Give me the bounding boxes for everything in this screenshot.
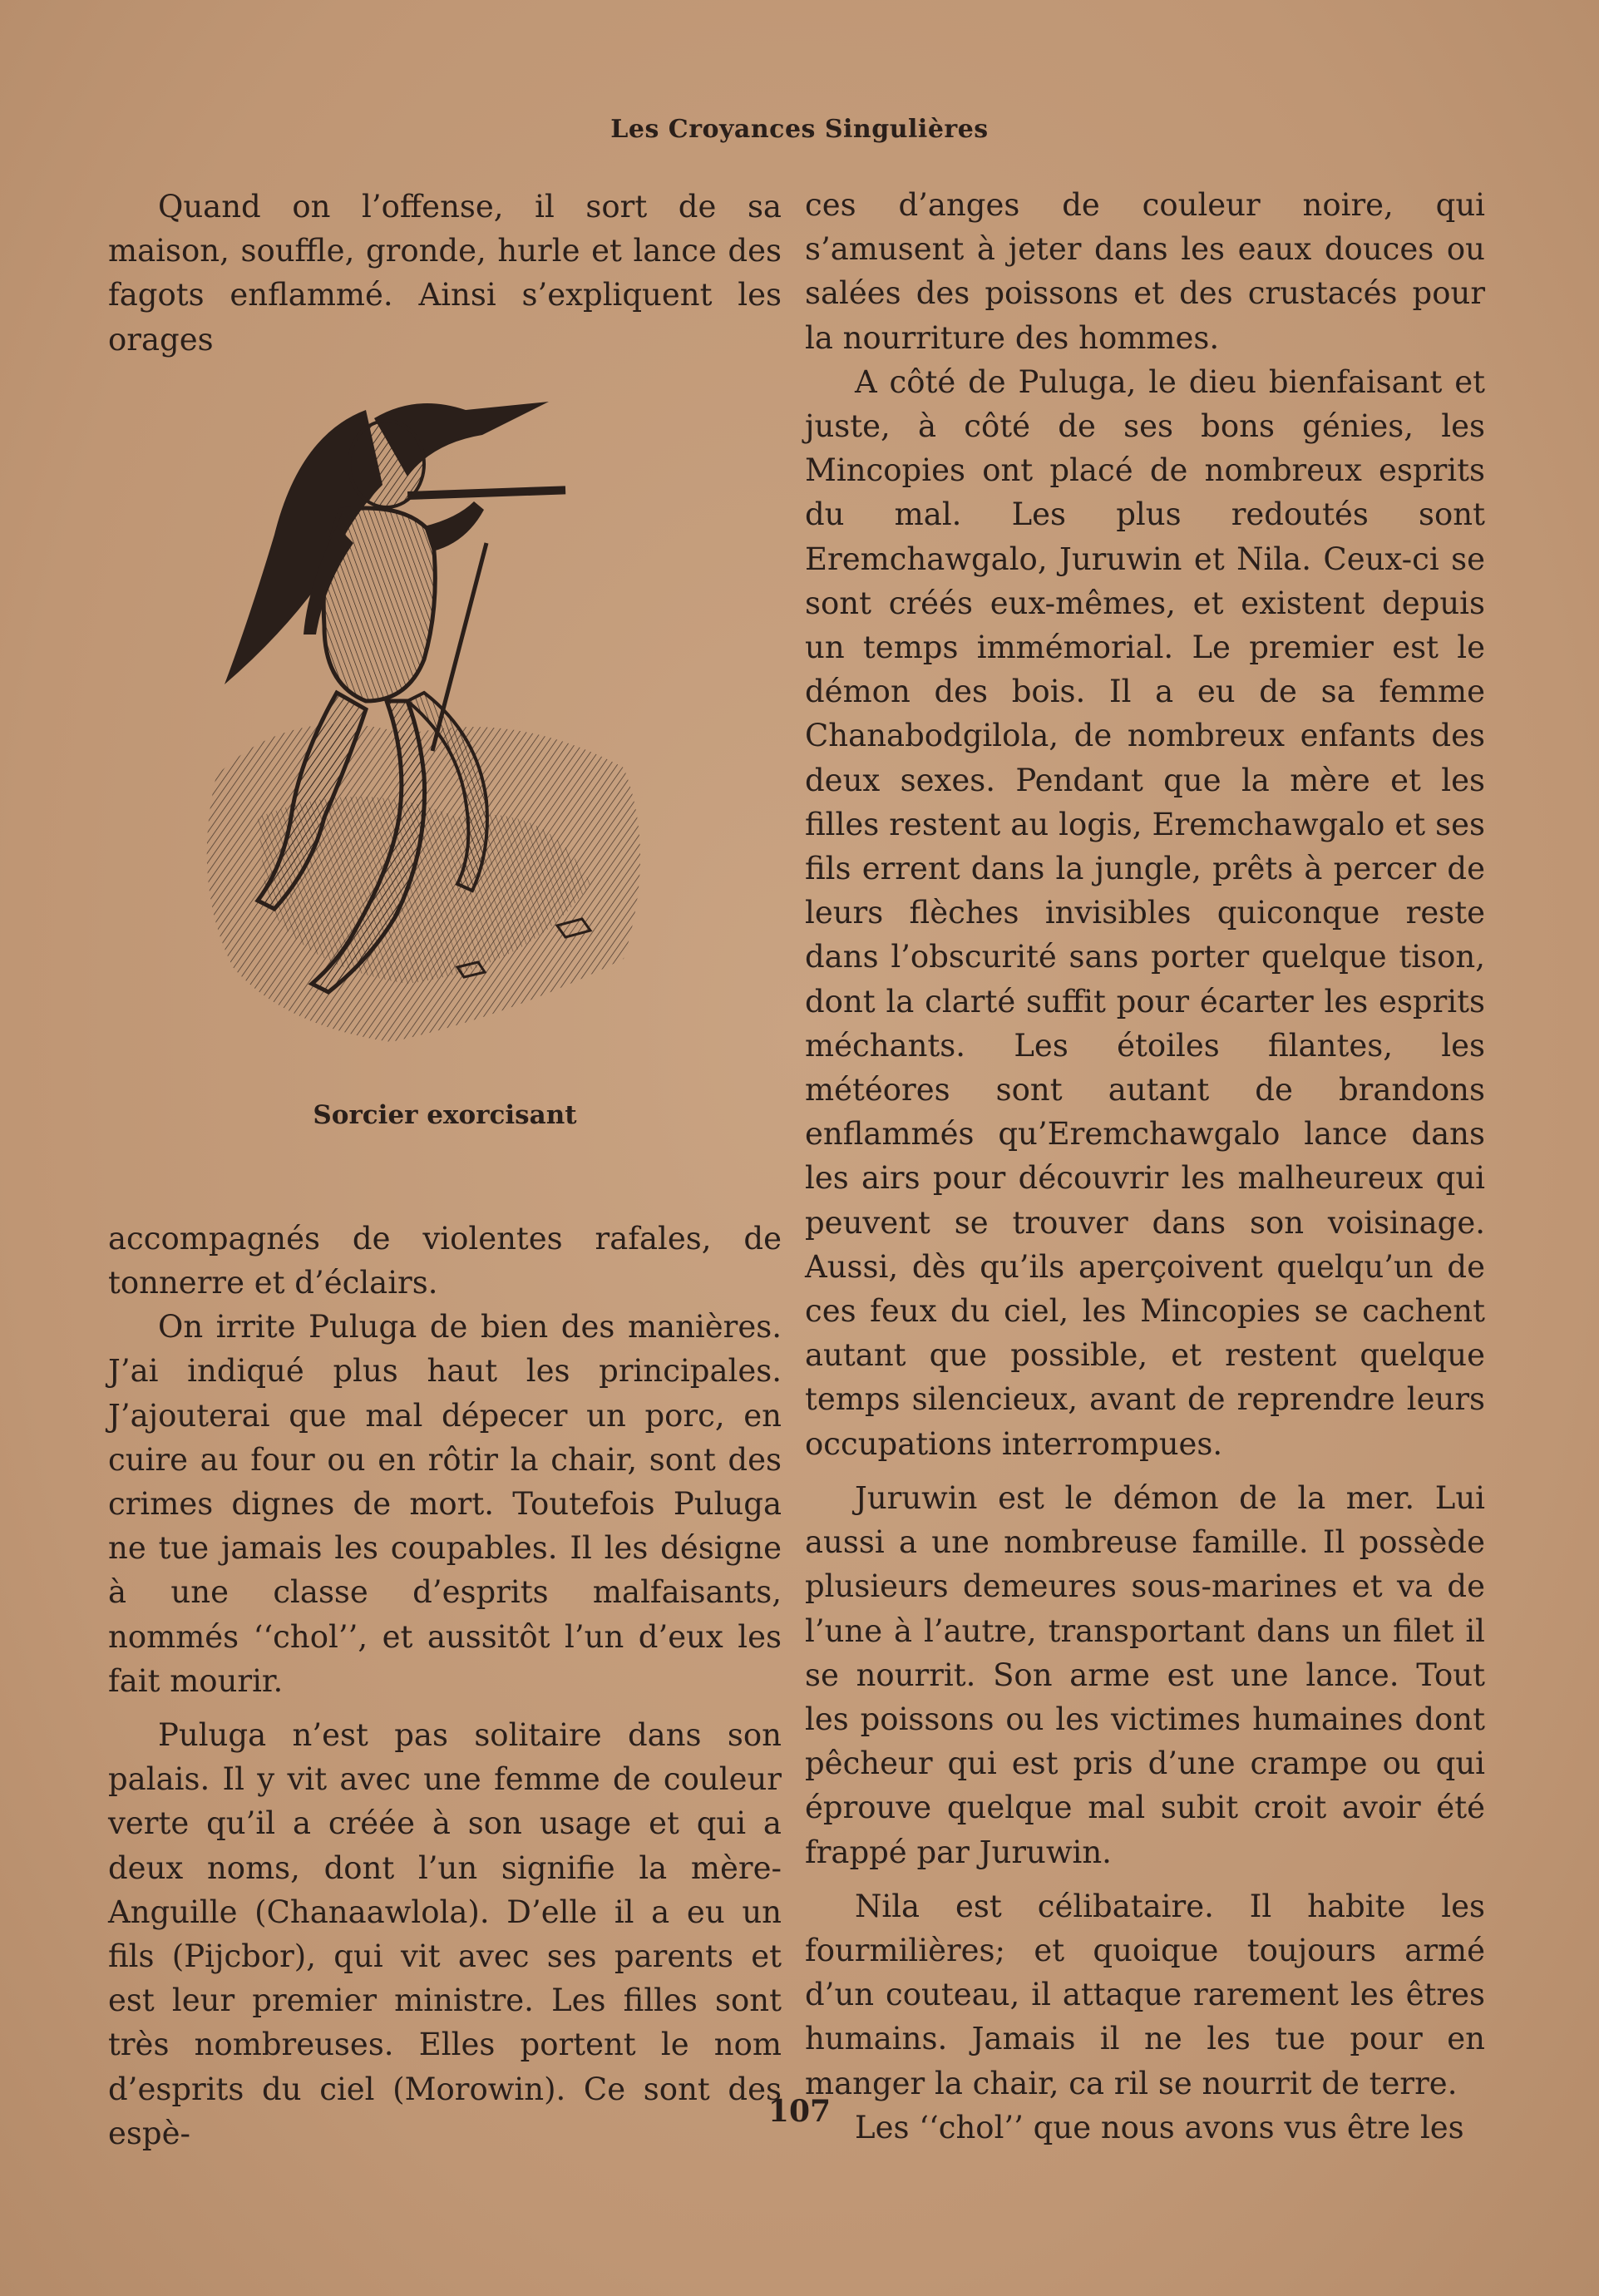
left-paragraph-1-continued: accompagnés de violentes rafales, de tonnerre et d’éclairs. (108, 1220, 782, 1301)
right-paragraph-2: A côté de Puluga, le dieu bienfaisant et juste, à côté de ses bons génies, les Mincopies ont placé de nombreux esprits du mal. Les plus redoutés sont Eremchawgalo, Juruwin et Nila. Ceux-ci se sont créés eux-mêmes, et existent depuis un temps immémorial. Le premier est le démon des bois. Il a eu de sa femme Chanabodgilola, de nombreux enfants des deux sexes. Pendant que la mère et les filles restent au logis, Eremchawgalo et ses fils errent dans la jungle, prêts à percer de leurs flèches invisibles quiconque reste dans l’obscurité sans porter quelque tison, dont la clarté suffit pour écarter les esprits méchants. Les étoiles filantes, les météores sont autant de brandons enflammés qu’Eremchawgalo lance dans les airs pour découvrir les malheureux qui peuvent se trouver dans son voisinage. Aussi, dès qu’ils aperçoivent quelqu’un de ces feux du ciel, les Mincopies se cachent autant que possible, et restent quelque temps silencieux, avant de reprendre leurs occupations interrompues. (805, 363, 1485, 1462)
right-paragraph-4: Nila est célibataire. Il habite les fourmilières; et quoique toujours armé d’un couteau, il attaque rarement les êtres humains. Jamais il ne les tue pour en manger la chair, ca ril se nourrit de terre. (805, 1888, 1485, 2101)
left-paragraph-1: Quand on l’offense, il sort de sa maison, souffle, gronde, hurle et lance des fagots enflammé. Ainsi s’expliquent les orages (108, 189, 782, 358)
page-number: 107 (767, 2094, 832, 2129)
running-title: Les Croyances Singulières (610, 115, 989, 144)
figure-sorcerer (108, 370, 782, 1202)
right-paragraph-3: Juruwin est le démon de la mer. Lui aussi a une nombreuse famille. Il possède plusieurs demeures sous-marines et va de l’une à l’autre, transportant dans un filet il se nourrit. Son arme est une lance. Tout les poissons ou les victimes humaines dont pêcheur qui est pris d’une crampe ou qui éprouve quelque mal subit croit avoir été frappé par Juruwin. (805, 1479, 1485, 1870)
right-paragraph-1-continued: ces d’anges de couleur noire, qui s’amusent à jeter dans les eaux douces ou salées des poissons et des crustacés pour la nourriture des hommes. (805, 187, 1485, 356)
left-column (108, 185, 782, 2155)
left-paragraph-2: On irrite Puluga de bien des manières. J’ai indiqué plus haut les principales. J’ajouterai que mal dépecer un porc, en cuire au four ou en rôtir la chair, sont des crimes dignes de mort. Toutefois Puluga ne tue jamais les coupables. Il les désigne à une classe d’esprits malfaisants, nommés ‘‘chol’’, et aussitôt l’un d’eux les fait mourir. (108, 1309, 782, 1699)
sorcerer-engraving-illustration (158, 385, 732, 1084)
right-column (805, 183, 1485, 2150)
left-paragraph-3: Puluga n’est pas solitaire dans son palais. Il y vit avec une femme de couleur verte qu’il a créée à son usage et qui a deux noms, dont l’un signifie la mère-Anguille (Chanaawlola). D’elle il a eu un fils (Pijcbor), qui vit avec ses parents et est leur premier ministre. Les filles sont très nombreuses. Elles portent le nom d’esprits du ciel (Morowin). Ce sont des espè- (108, 1717, 782, 2151)
right-paragraph-5: Les ‘‘chol’’ que nous avons vus être les (855, 2109, 1464, 2145)
figure-caption: Sorcier exorcisant (313, 1099, 577, 1130)
